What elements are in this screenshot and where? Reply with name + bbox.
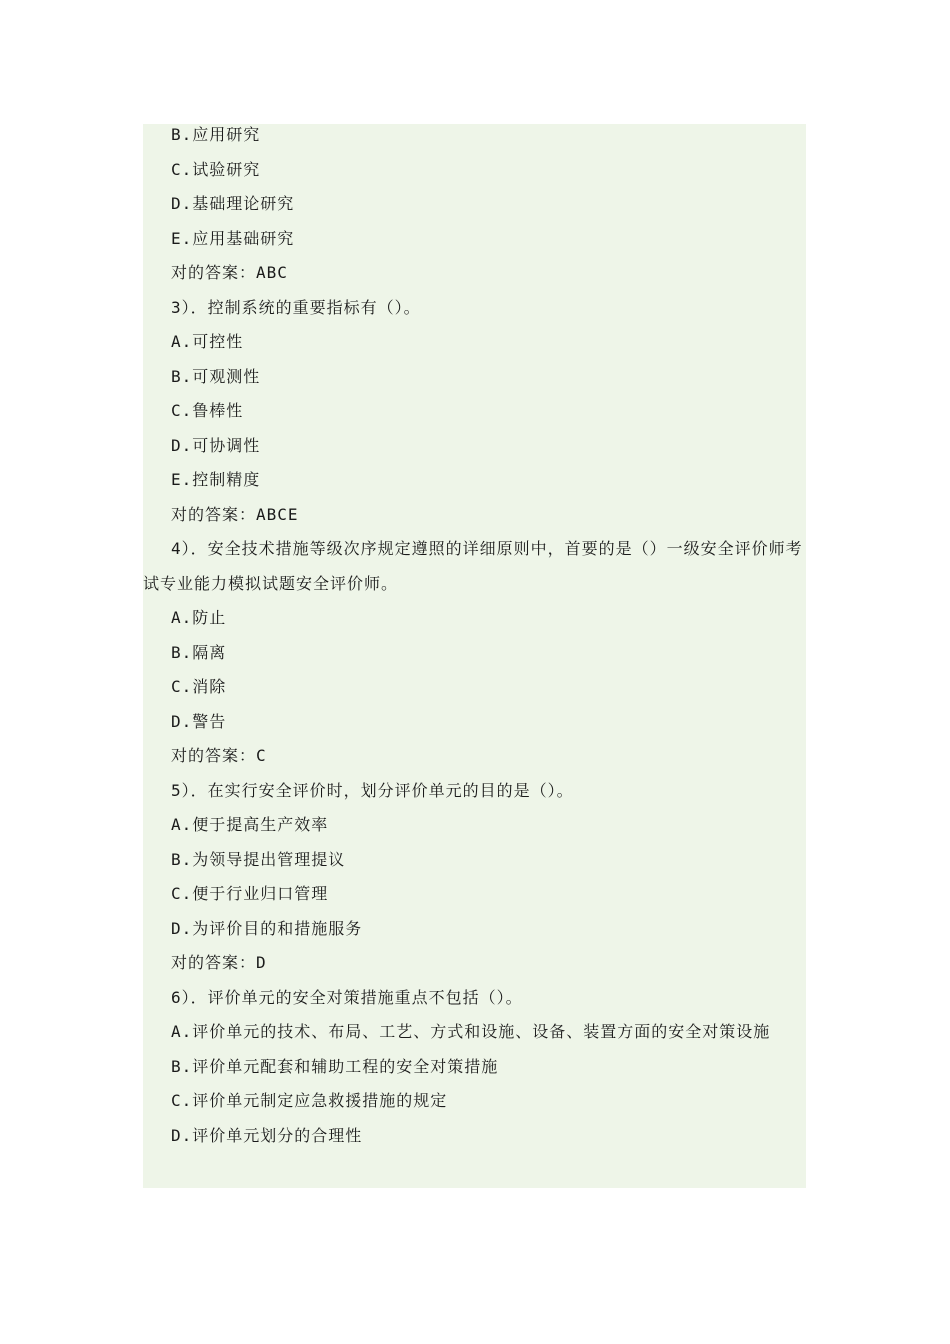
question-3: 3）．控制系统的重要指标有（）。 <box>171 297 421 317</box>
question-6: 6）．评价单元的安全对策措施重点不包括（）。 <box>171 987 523 1007</box>
option-b-q6: B.评价单元配套和辅助工程的安全对策措施 <box>171 1056 499 1076</box>
option-d-q3: D.可协调性 <box>171 435 261 455</box>
document-content <box>143 118 806 1153</box>
question-4: 4）．安全技术措施等级次序规定遵照的详细原则中，首要的是（）一级安全评价师考试专业能力模拟试题安全评价师。 <box>143 539 803 593</box>
option-b-q2: B.应用研究 <box>171 125 261 144</box>
option-c-q5: C.便于行业归口管理 <box>171 884 329 903</box>
answer-q2: 对的答案：ABC <box>171 263 288 282</box>
option-b-q5: B.为领导提出管理提议 <box>171 849 346 869</box>
answer-q3: 对的答案：ABCE <box>171 504 299 524</box>
option-b-q4: B.隔离 <box>171 642 227 662</box>
option-d-q5: D.为评价目的和措施服务 <box>171 918 363 938</box>
option-c-q4: C.消除 <box>171 677 227 696</box>
option-e-q3: E.控制精度 <box>171 470 261 489</box>
option-d-q6: D.评价单元划分的合理性 <box>171 1125 363 1145</box>
option-b-q3: B.可观测性 <box>171 366 261 386</box>
option-d-q2: D.基础理论研究 <box>171 194 295 213</box>
answer-q5: 对的答案：D <box>171 953 267 972</box>
option-c-q3: C.鲁棒性 <box>171 401 244 420</box>
option-d-q4: D.警告 <box>171 711 227 731</box>
answer-q4: 对的答案：C <box>171 746 267 765</box>
question-5: 5）．在实行安全评价时，划分评价单元的目的是（）。 <box>171 780 574 800</box>
option-a-q3: A.可控性 <box>171 332 244 351</box>
option-a-q6: A.评价单元的技术、布局、工艺、方式和设施、设备、装置方面的安全对策设施 <box>171 1022 771 1041</box>
option-a-q4: A.防止 <box>171 608 227 627</box>
option-c-q2: C.试验研究 <box>171 159 261 179</box>
option-a-q5: A.便于提高生产效率 <box>171 815 329 834</box>
option-c-q6: C.评价单元制定应急救援措施的规定 <box>171 1091 448 1110</box>
option-e-q2: E.应用基础研究 <box>171 228 295 248</box>
